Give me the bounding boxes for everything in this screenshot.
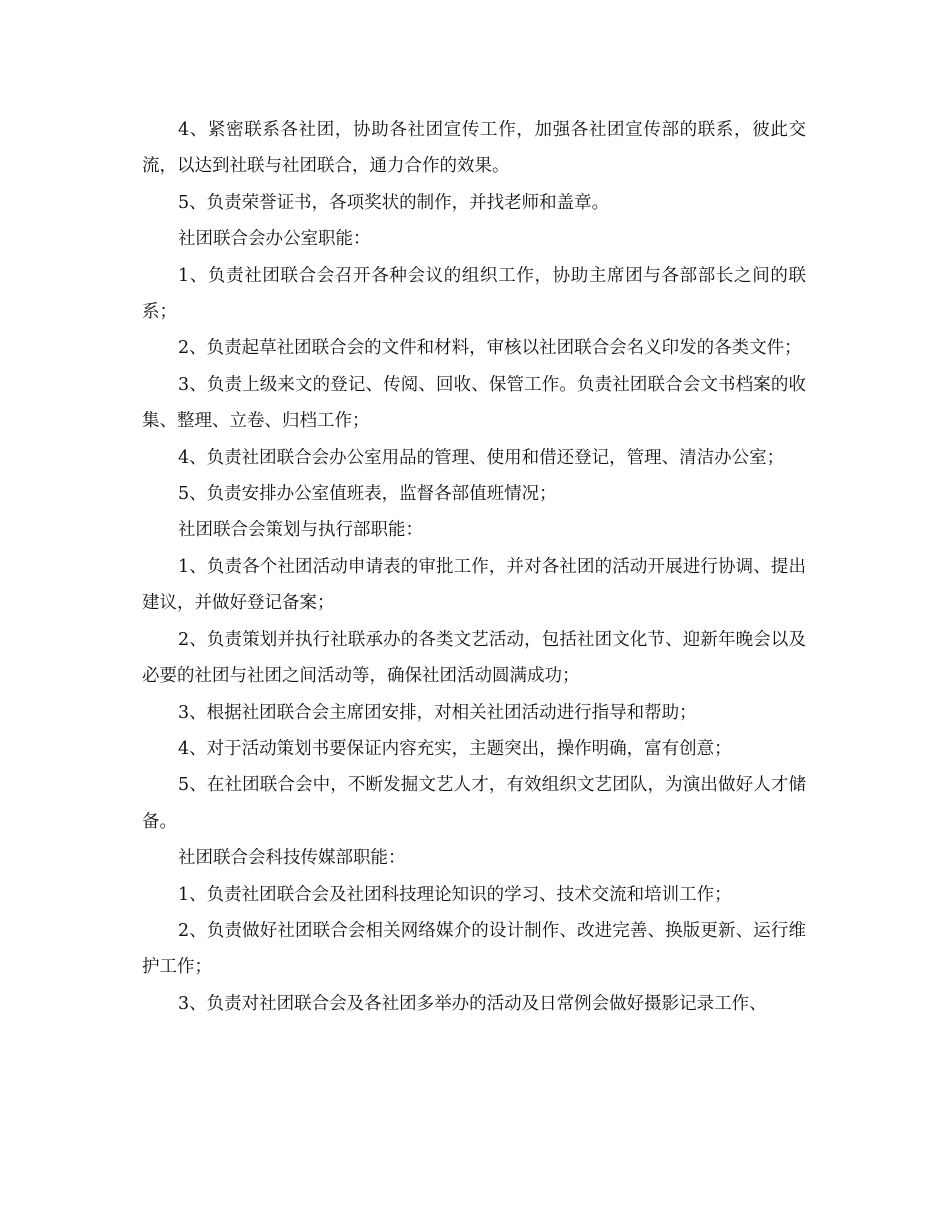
paragraph-tech-media-duty-1: 1、负责社团联合会及社团科技理论知识的学习、技术交流和培训工作；	[178, 884, 732, 905]
paragraph-publicity-duty-5: 5、负责荣誉证书，各项奖状的制作，并找老师和盖章。	[178, 192, 610, 213]
paragraph-planning-duty-5: 5、在社团联合会中，不断发掘文艺人才，有效组织文艺团队，为演出做好人才储备。	[142, 775, 806, 832]
document-body	[142, 112, 806, 1022]
heading-tech-media-duties: 社团联合会科技传媒部职能：	[178, 848, 406, 869]
paragraph-office-duty-5: 5、负责安排办公室值班表，监督各部值班情况；	[178, 484, 557, 505]
paragraph-office-duty-2: 2、负责起草社团联合会的文件和材料，审核以社团联合会名义印发的各类文件；	[178, 338, 802, 359]
paragraph-planning-duty-1: 1、负责各个社团活动申请表的审批工作，并对各社团的活动开展进行协调、提出建议，并做好登记备案；	[142, 556, 806, 614]
paragraph-tech-media-duty-2: 2、负责做好社团联合会相关网络媒介的设计制作、改进完善、换版更新、运行维护工作；	[142, 920, 806, 978]
paragraph-publicity-duty-4: 4、紧密联系各社团，协助各社团宣传工作，加强各社团宣传部的联系，彼此交流，以达到社联与社团联合，通力合作的效果。	[142, 120, 806, 177]
paragraph-tech-media-duty-3: 3、负责对社团联合会及各社团多举办的活动及日常例会做好摄影记录工作、	[178, 993, 767, 1014]
paragraph-office-duty-1: 1、负责社团联合会召开各种会议的组织工作，协助主席团与各部部长之间的联系；	[142, 265, 806, 323]
heading-planning-duties: 社团联合会策划与执行部职能：	[178, 520, 423, 541]
paragraph-planning-duty-2: 2、负责策划并执行社联承办的各类文艺活动，包括社团文化节、迎新年晚会以及必要的社团与社团之间活动等，确保社团活动圆满成功；	[142, 629, 806, 687]
paragraph-planning-duty-3: 3、根据社团联合会主席团安排，对相关社团活动进行指导和帮助；	[178, 702, 697, 723]
paragraph-office-duty-4: 4、负责社团联合会办公室用品的管理、使用和借还登记，管理、清洁办公室；	[178, 447, 785, 468]
heading-office-duties: 社团联合会办公室职能：	[178, 229, 371, 250]
paragraph-office-duty-3: 3、负责上级来文的登记、传阅、回收、保管工作。负责社团联合会文书档案的收集、整理、立卷、归档工作；	[142, 374, 806, 432]
paragraph-planning-duty-4: 4、对于活动策划书要保证内容充实，主题突出，操作明确，富有创意；	[178, 738, 732, 759]
